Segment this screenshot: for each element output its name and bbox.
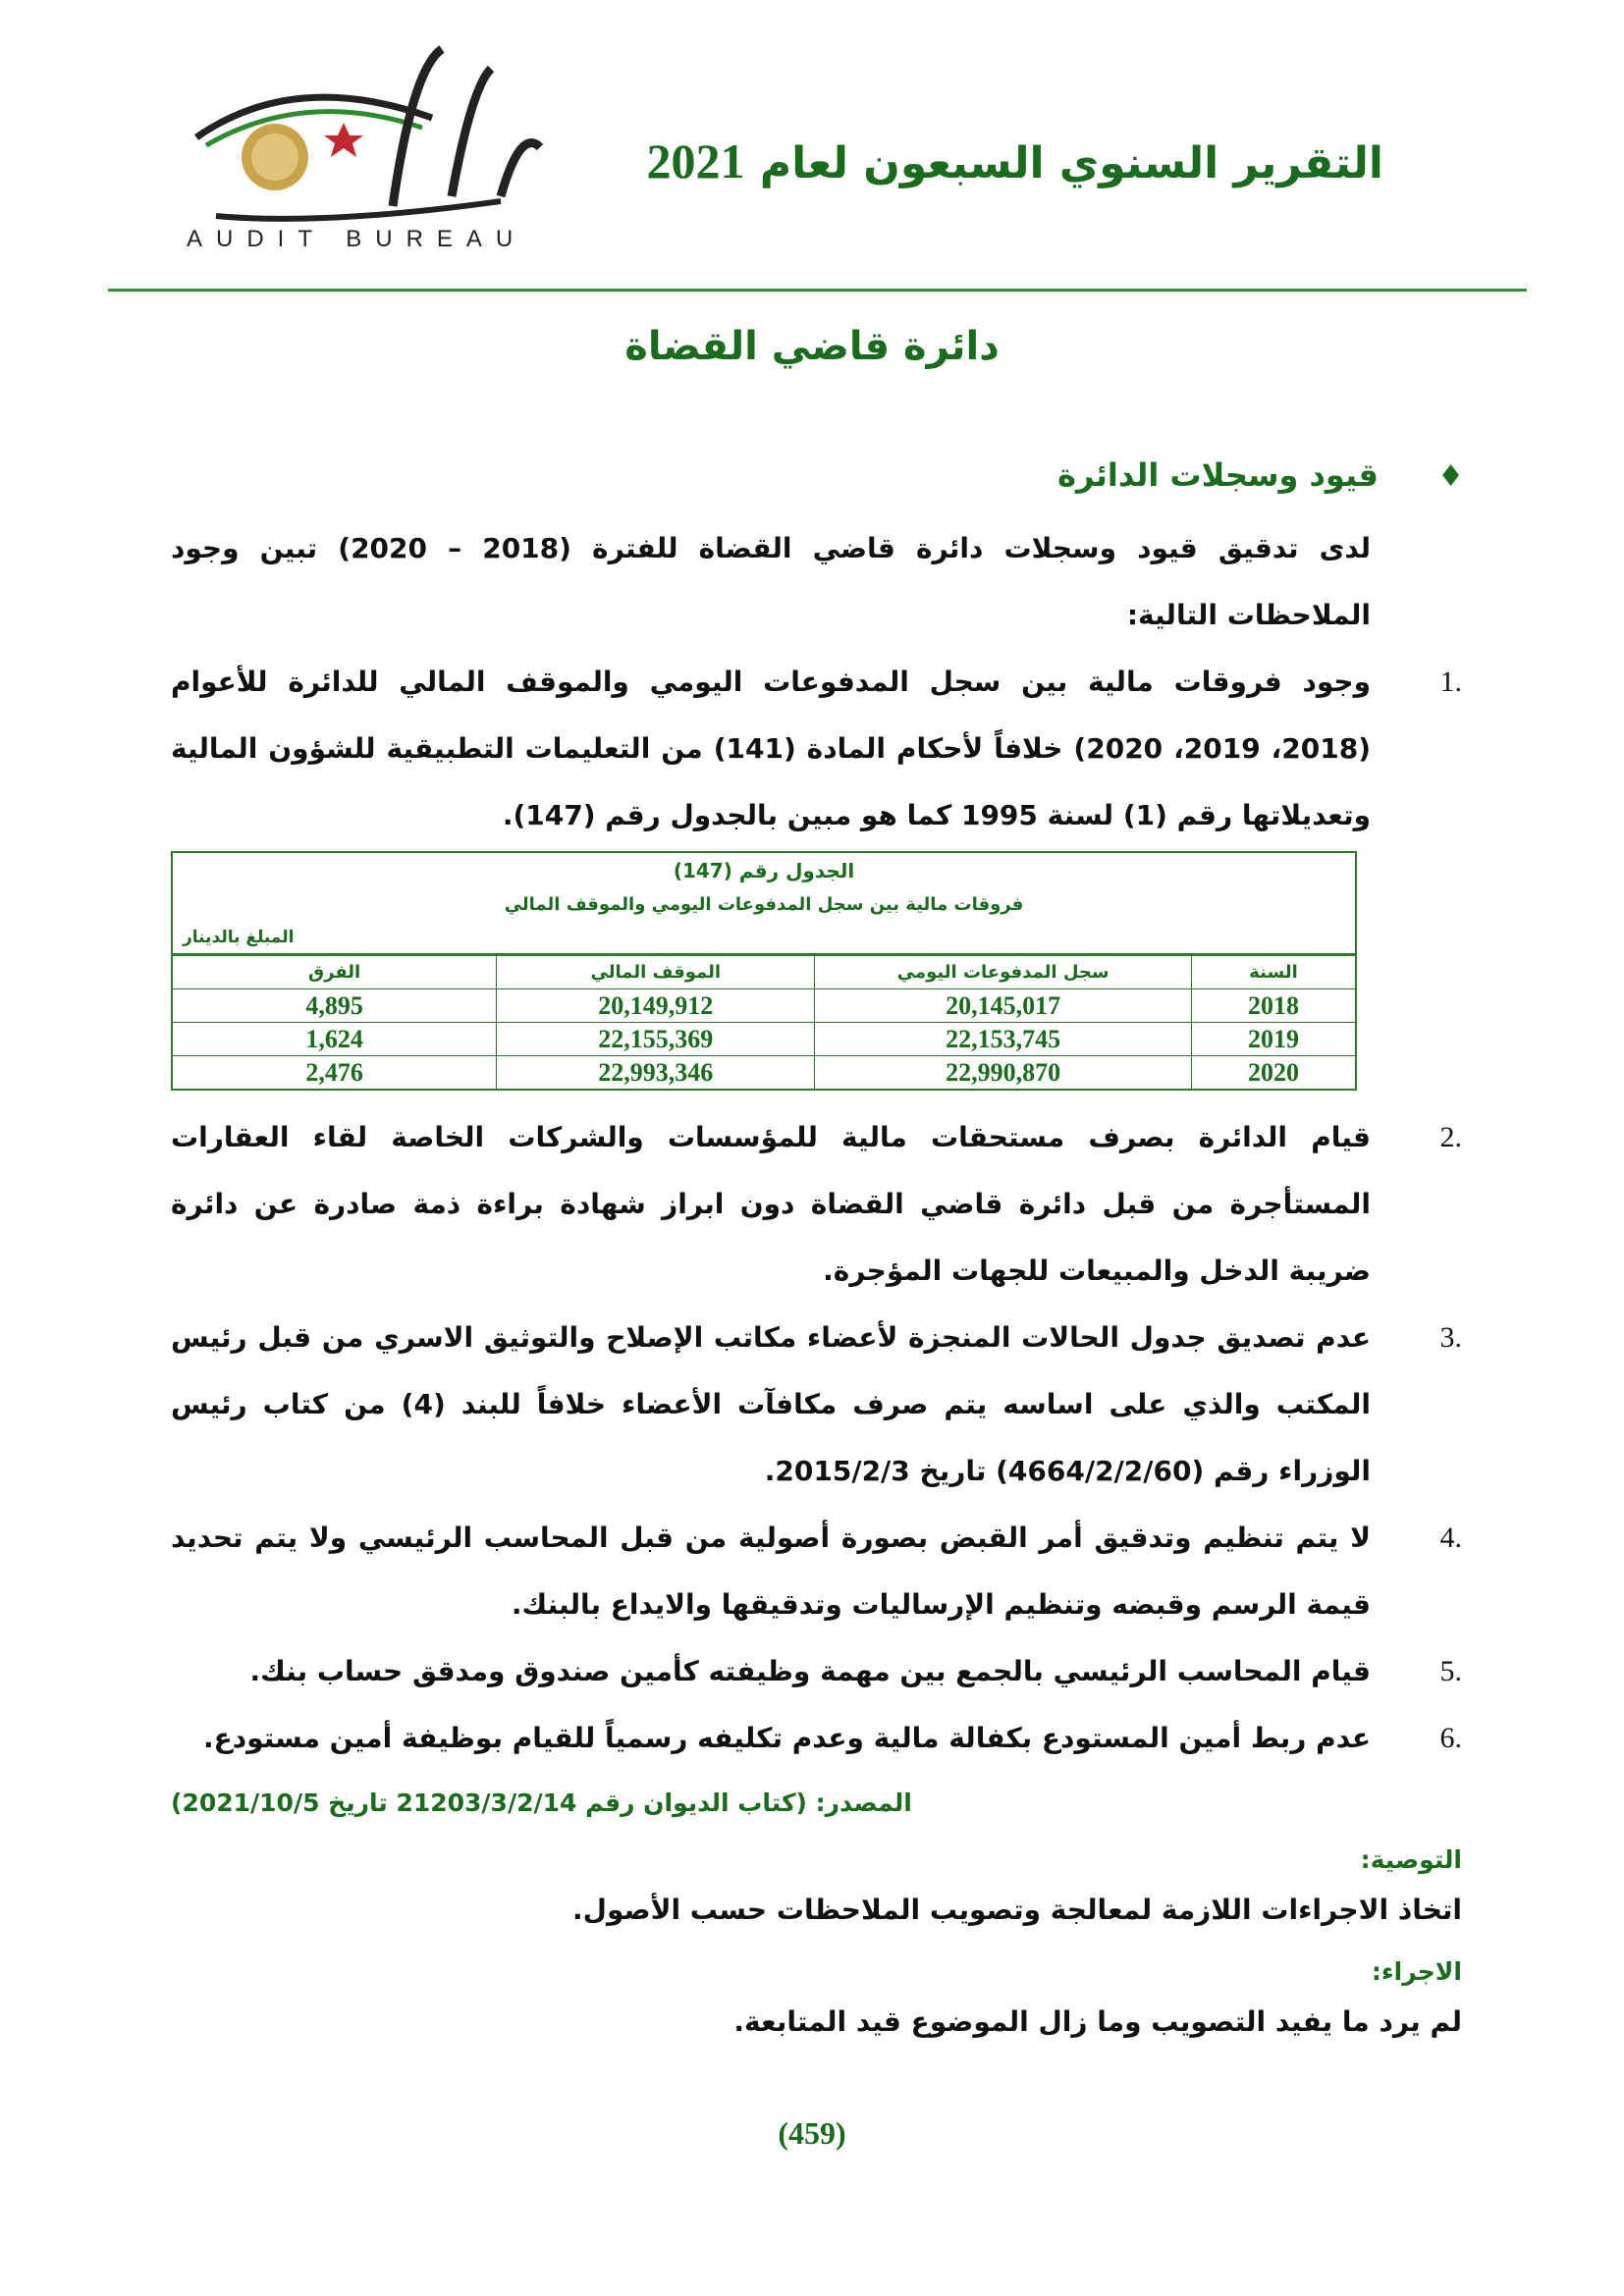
table-cell: 2,476 [173, 1056, 497, 1090]
report-title [647, 133, 1383, 189]
table-cell: 2018 [1192, 989, 1355, 1023]
item-number: 4. [1439, 1522, 1462, 1554]
list-item-text: وجود فروقات مالية بين سجل المدفوعات اليومي والموقف المالي للدائرة للأعوام (2018، 2019، 2020) خلافاً لأحكام المادة (141) من التعليمات التطبيقية للشؤون المالية وتعديلاتها رقم (1) لسنة 1995 كما هو مبين بالجدول رقم (147). [171, 666, 1371, 831]
item-number: 3. [1439, 1321, 1462, 1354]
table-cell: 20,149,912 [497, 989, 815, 1023]
table-subtitle: فروقات مالية بين سجل المدفوعات اليومي والموقف المالي [504, 894, 1024, 915]
table-cell: 1,624 [173, 1023, 497, 1056]
column-header: سجل المدفوعات اليومي [815, 956, 1192, 989]
table-row [173, 1056, 1355, 1090]
report-year: 2021 [646, 133, 745, 188]
item-number: 5. [1439, 1655, 1462, 1687]
recommendation-text: اتخاذ الاجراءات اللازمة لمعالجة وتصويب الملاحظات حسب الأصول. [572, 1894, 1462, 1926]
column-header: السنة [1192, 956, 1355, 989]
table-cell: 22,990,870 [815, 1056, 1192, 1090]
table-cell: 20,145,017 [815, 989, 1192, 1023]
list-item [171, 1505, 1462, 1638]
report-title-text: التقرير السنوي السبعون لعام [759, 138, 1383, 188]
list-item-text: قيام المحاسب الرئيسي بالجمع بين مهمة وظيفته كأمين صندوق ومدقق حساب بنك. [249, 1655, 1371, 1687]
item-number: 6. [1439, 1722, 1462, 1754]
source-note: المصدر: (كتاب الديوان رقم 21203/3/2/14 تاريخ 2021/10/5) [171, 1789, 912, 1817]
subsection-heading: قيود وسجلات الدائرة [1057, 456, 1379, 494]
report-body [171, 515, 1462, 2152]
header-divider [108, 289, 1527, 292]
action-text: لم يرد ما يفيد التصويب وما زال الموضوع قيد المتابعة. [733, 2005, 1462, 2038]
table-cell: 2020 [1192, 1056, 1355, 1090]
table-cell: 22,153,745 [815, 1023, 1192, 1056]
section-title: دائرة قاضي القضاة [624, 324, 1000, 369]
table-cell: 22,993,346 [497, 1056, 815, 1090]
action-label: الاجراء: [1371, 1957, 1462, 1986]
table-cell: 22,155,369 [497, 1023, 815, 1056]
list-item-text: قيام الدائرة بصرف مستحقات مالية للمؤسسات والشركات الخاصة لقاء العقارات المستأجرة من قبل دائرة قاضي القضاة دون ابراز شهادة براءة ذمة صادرة عن دائرة ضريبة الدخل والمبيعات للجهات المؤجرة. [171, 1121, 1371, 1287]
list-item [171, 1305, 1462, 1505]
recommendation-label: التوصية: [1360, 1845, 1462, 1874]
list-item-text: عدم ربط أمين المستودع بكفالة مالية وعدم تكليفه رسمياً للقيام بوظيفة أمين مستودع. [202, 1722, 1371, 1754]
table-unit: المبلغ بالدينار [183, 928, 295, 947]
list-item [171, 1705, 1462, 1772]
findings-table [171, 851, 1357, 1091]
logo-english-text: AUDIT BUREAU [187, 226, 527, 252]
audit-bureau-logo [177, 29, 560, 265]
list-item-text: لا يتم تنظيم وتدقيق أمر القبض بصورة أصولية من قبل المحاسب الرئيسي ولا يتم تحديد قيمة الرسم وقبضه وتنظيم الإرساليات وتدقيقها والايداع بالبنك. [171, 1522, 1371, 1621]
column-header: الموقف المالي [497, 956, 815, 989]
list-item [171, 649, 1462, 849]
intro-paragraph: لدى تدقيق قيود وسجلات دائرة قاضي القضاة للفترة (2018 – 2020) تبين وجود الملاحظات التالية: [171, 532, 1372, 631]
list-item-text: عدم تصديق جدول الحالات المنجزة لأعضاء مكاتب الإصلاح والتوثيق الاسري من قبل رئيس المكتب والذي على اساسه يتم صرف مكافآت الأعضاء خلافاً للبند (4) من كتاب رئيس الوزراء رقم (4664/2/2/60) تاريخ 2015/2/3. [171, 1321, 1371, 1487]
item-number: 1. [1439, 666, 1462, 698]
table-title: الجدول رقم (147) [673, 859, 855, 882]
table-cell: 4,895 [173, 989, 497, 1023]
page-number: (459) [778, 2115, 846, 2151]
logo-emblem-icon [177, 29, 560, 226]
table-row [173, 989, 1355, 1023]
item-number: 2. [1439, 1121, 1462, 1153]
list-item [171, 1638, 1462, 1705]
table-row [173, 1023, 1355, 1056]
table-header-row [173, 956, 1355, 989]
column-header: الفرق [173, 956, 497, 989]
table-cell: 2019 [1192, 1023, 1355, 1056]
diamond-bullet-icon: ♦ [1437, 459, 1464, 494]
list-item [171, 1104, 1462, 1305]
